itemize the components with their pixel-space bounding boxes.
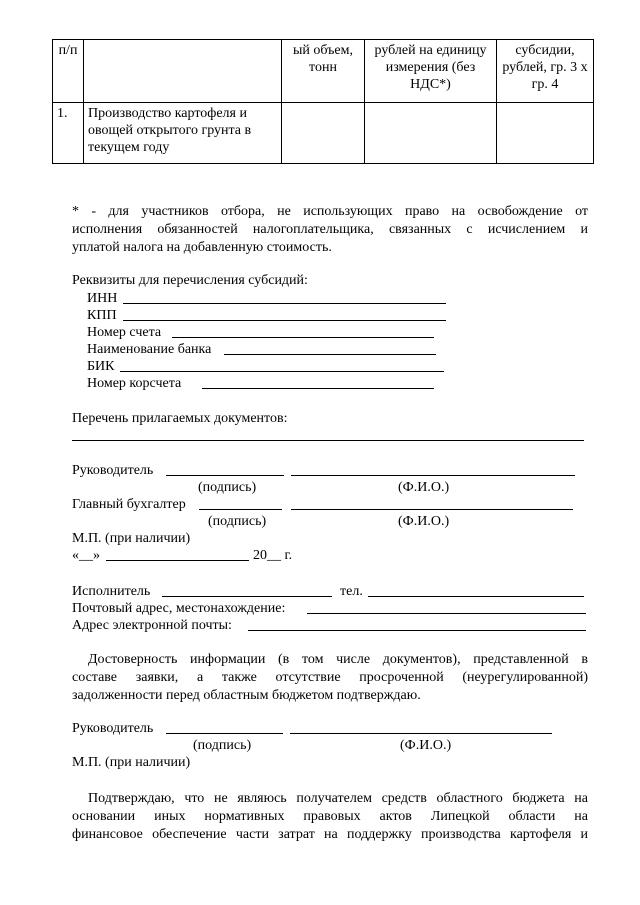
fio-caption-2: (Ф.И.О.) (400, 738, 452, 753)
accountant-label: Главный бухгалтер (72, 497, 186, 512)
accountant-signature-field[interactable] (199, 509, 282, 510)
postal-field[interactable] (307, 613, 586, 614)
head-signature-field-2[interactable] (166, 733, 283, 734)
head-fio-field-2[interactable] (290, 733, 552, 734)
postal-label: Почтовый адрес, местонахождение: (72, 601, 286, 616)
kpp-label: КПП (87, 308, 117, 323)
header-subsidy: субсидии, рублей, гр. 3 х гр. 4 (497, 40, 594, 103)
row-name: Производство картофеля и овощей открытого грунта в текущем году (84, 103, 282, 164)
email-label: Адрес электронной почты: (72, 618, 232, 633)
requisites-title: Реквизиты для перечисления субсидий: (72, 273, 308, 288)
table-row (53, 103, 594, 164)
email-field[interactable] (248, 630, 586, 631)
accountant-signature-caption: (подпись) (208, 514, 267, 529)
row-subsidy (497, 103, 594, 164)
signature-caption-2: (подпись) (193, 738, 252, 753)
header-volume: ый объем, тонн (282, 40, 365, 103)
row-num: 1. (53, 103, 84, 164)
docs-field[interactable] (72, 440, 584, 441)
stamp-label-2: М.П. (при наличии) (72, 755, 191, 770)
executor-field[interactable] (162, 596, 332, 597)
inn-label: ИНН (87, 291, 118, 306)
head-label: Руководитель (72, 463, 154, 478)
confirmation-paragraph-1: Достоверность информации (в том числе документов), представленной в составе заявки, а также отсутствие просроченной (неурегулированной) задолженности перед областным бюджетом подтверждаю. (72, 652, 588, 703)
footnote: * - для участников отбора, не использующих право на освобождение от исполнения обязанностей налогоплательщика, связанных с исчислением и уплатой налога на добавленную стоимость. (72, 204, 588, 255)
bik-label: БИК (87, 359, 115, 374)
stamp-label: М.П. (при наличии) (72, 531, 191, 546)
header-num: п/п (53, 40, 84, 103)
account-field[interactable] (172, 337, 434, 338)
bank-field[interactable] (224, 354, 436, 355)
kpp-field[interactable] (123, 320, 446, 321)
date-day: «__» (72, 548, 100, 563)
date-month-field[interactable] (106, 560, 249, 561)
corr-label: Номер корсчета (87, 376, 182, 391)
accountant-fio-field[interactable] (291, 509, 573, 510)
phone-field[interactable] (368, 596, 584, 597)
fio-caption: (Ф.И.О.) (398, 480, 450, 495)
executor-label: Исполнитель (72, 584, 151, 599)
header-name (84, 40, 282, 103)
head-label-2: Руководитель (72, 721, 154, 736)
date-year: 20__ г. (253, 548, 293, 563)
corr-field[interactable] (202, 388, 434, 389)
table-header-row (53, 40, 594, 103)
phone-label: тел. (340, 584, 363, 599)
accountant-fio-caption: (Ф.И.О.) (398, 514, 450, 529)
row-volume (282, 103, 365, 164)
docs-title: Перечень прилагаемых документов: (72, 411, 288, 426)
subsidy-table (52, 39, 594, 164)
head-signature-field[interactable] (166, 475, 284, 476)
head-fio-field[interactable] (291, 475, 575, 476)
signature-caption: (подпись) (198, 480, 257, 495)
header-rate: рублей на единицу измерения (без НДС*) (365, 40, 497, 103)
inn-field[interactable] (123, 303, 446, 304)
confirmation-paragraph-2: Подтверждаю, что не являюсь получателем средств областного бюджета на основании иных нормативных правовых актов Липецкой области на финансовое обеспечение части затрат на поддержку производства картофеля и (72, 791, 588, 842)
row-rate (365, 103, 497, 164)
account-label: Номер счета (87, 325, 162, 340)
bik-field[interactable] (120, 371, 444, 372)
bank-label: Наименование банка (87, 342, 212, 357)
